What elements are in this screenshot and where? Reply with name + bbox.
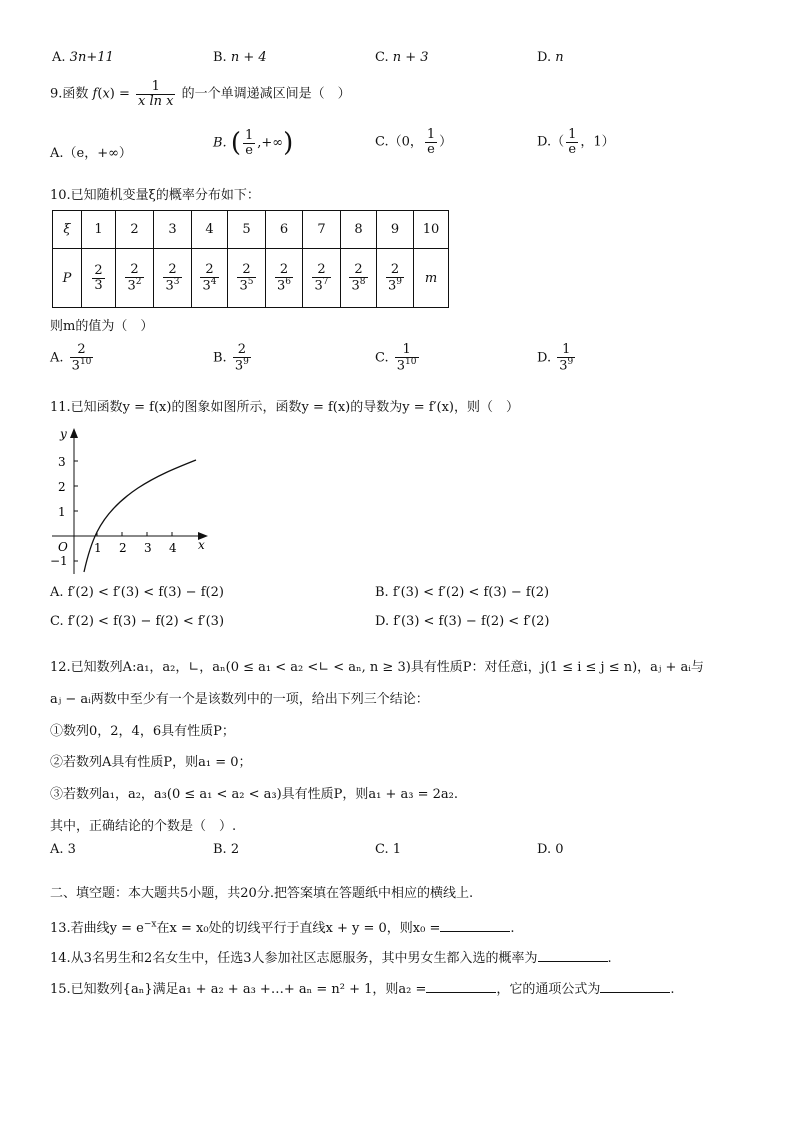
y-axis-label: y bbox=[60, 427, 67, 441]
q10-option-b: B. $\frac{2}{3^9}$ bbox=[213, 342, 249, 373]
q11-option-c: C. f′(2) < f(3) − f(2) < f′(3) bbox=[50, 614, 225, 629]
q12-option-c: C. 1 bbox=[375, 842, 402, 857]
q9-option-b: B. ( $\frac{1}{e}$ ,+∞) bbox=[213, 127, 294, 158]
q14: 14.从3名男生和2名女生中，任选3人参加社区志愿服务，其中男女生都入选的概率为 . bbox=[50, 951, 612, 966]
tick-label-y-1: 1 bbox=[58, 505, 66, 519]
q11-function-graph bbox=[48, 424, 218, 580]
tick-label-x-3: 3 bbox=[144, 541, 152, 555]
q11-stem: 11.已知函数y = f(x)的图象如图所示，函数y = f(x)的导数为y = f′(x)，则（ ） bbox=[50, 400, 519, 415]
x-axis-label: x bbox=[198, 538, 205, 552]
q9-stem: 9.函数 f(x) = $\frac{1}{\text{x ln x}}$ 的一个单调递减区间是（ ） bbox=[50, 79, 351, 109]
section-2-heading: 二、填空题：本大题共5小题，共20分.把答案填在答题纸中相应的横线上. bbox=[50, 886, 474, 901]
q10-option-d: D. $\frac{1}{3^9}$ bbox=[537, 342, 574, 373]
q9-option-c: C.（0， $\frac{1}{e}$ ） bbox=[375, 127, 453, 157]
q12-option-b: B. 2 bbox=[213, 842, 240, 857]
tick-label-y-3: 3 bbox=[58, 455, 66, 469]
q13-answer-blank[interactable] bbox=[440, 919, 510, 932]
function-curve bbox=[84, 460, 196, 572]
q10-option-c: C. $\frac{1}{3^{10}}$ bbox=[375, 342, 417, 373]
q10-option-a: A. $\frac{2}{3^{10}}$ bbox=[50, 342, 92, 373]
q11-option-d: D. f′(3) < f(3) − f(2) < f′(2) bbox=[375, 614, 550, 629]
q10-question: 则m的值为（ ） bbox=[50, 319, 154, 334]
q10-stem: 10.已知随机变量ξ的概率分布如下： bbox=[50, 188, 260, 203]
q8-option-a: A. 3n+11 bbox=[52, 50, 114, 65]
q14-answer-blank[interactable] bbox=[538, 949, 608, 962]
q13: 13.若曲线$y = e^{-x}$在x = x₀处的切线平行于直线x + y = 0，则x₀ = . bbox=[50, 919, 515, 936]
q15: 15.已知数列{aₙ}满足a₁ + a₂ + a₃ +…+ aₙ = n² + 1，则a₂ = ，它的通项公式为 . bbox=[50, 982, 675, 997]
q12-conclusion-3: ③若数列a₁，a₂，a₃(0 ≤ a₁ < a₂ < a₃)具有性质P，则a₁ + a₃ = 2a₂. bbox=[50, 787, 459, 802]
tick-label-x-4: 4 bbox=[169, 541, 177, 555]
q12-stem-line1: 12.已知数列A:a₁，a₂，∟，aₙ(0 ≤ a₁ < a₂ <∟ < aₙ, n ≥ 3)具有性质P：对任意i，j(1 ≤ i ≤ j ≤ n)，aⱼ + aᵢ与 bbox=[50, 660, 704, 675]
table-row-header: ξ 1 2 3 4 5 6 7 8 9 10 bbox=[53, 211, 449, 249]
q8-option-b: B. n + 4 bbox=[213, 50, 267, 65]
q12-stem-line2: aⱼ − aᵢ两数中至少有一个是该数列中的一项，给出下列三个结论： bbox=[50, 692, 429, 707]
q15-answer-blank-a2[interactable] bbox=[426, 980, 496, 993]
q12-conclusion-2: ②若数列A具有性质P，则a₁ = 0； bbox=[50, 755, 252, 770]
tick-label-x-1: 1 bbox=[94, 541, 102, 555]
q9-option-d: D.（ $\frac{1}{e}$ ，1） bbox=[537, 127, 615, 157]
q12-option-d: D. 0 bbox=[537, 842, 564, 857]
origin-label: O bbox=[58, 540, 68, 554]
tick-label-y-neg1: −1 bbox=[50, 554, 68, 568]
y-axis-arrow bbox=[70, 428, 78, 438]
table-row-prob: P $\frac{2}{3}$ $\frac{2}{3^2}$ $\frac{2}{3^3}$ $\frac{2}{3^4}$ $\frac{2}{3^5}$ $\frac{2}{3^6}$ $\frac{2}{3^7}$ $\frac{2}{3^8}$ $\frac{2}{3^9}$ m bbox=[53, 249, 449, 308]
q10-distribution-table bbox=[52, 210, 449, 308]
q12-option-a: A. 3 bbox=[50, 842, 76, 857]
tick-label-x-2: 2 bbox=[119, 541, 127, 555]
q11-option-a: A. f′(2) < f′(3) < f(3) − f(2) bbox=[50, 585, 224, 600]
tick-label-y-2: 2 bbox=[58, 480, 66, 494]
q9-function-fraction: $\frac{1}{\text{x ln x}}$ bbox=[138, 79, 174, 109]
q8-option-c: C. n + 3 bbox=[375, 50, 429, 65]
q8-option-d: D. n bbox=[537, 50, 564, 65]
q15-answer-blank-formula[interactable] bbox=[600, 980, 670, 993]
q12-conclusion-1: ①数列0，2，4，6具有性质P； bbox=[50, 724, 235, 739]
q12-question: 其中，正确结论的个数是（ ）. bbox=[50, 819, 237, 834]
q9-option-a: A.（e，+∞） bbox=[50, 146, 132, 161]
q11-option-b: B. f′(3) < f′(2) < f(3) − f(2) bbox=[375, 585, 550, 600]
